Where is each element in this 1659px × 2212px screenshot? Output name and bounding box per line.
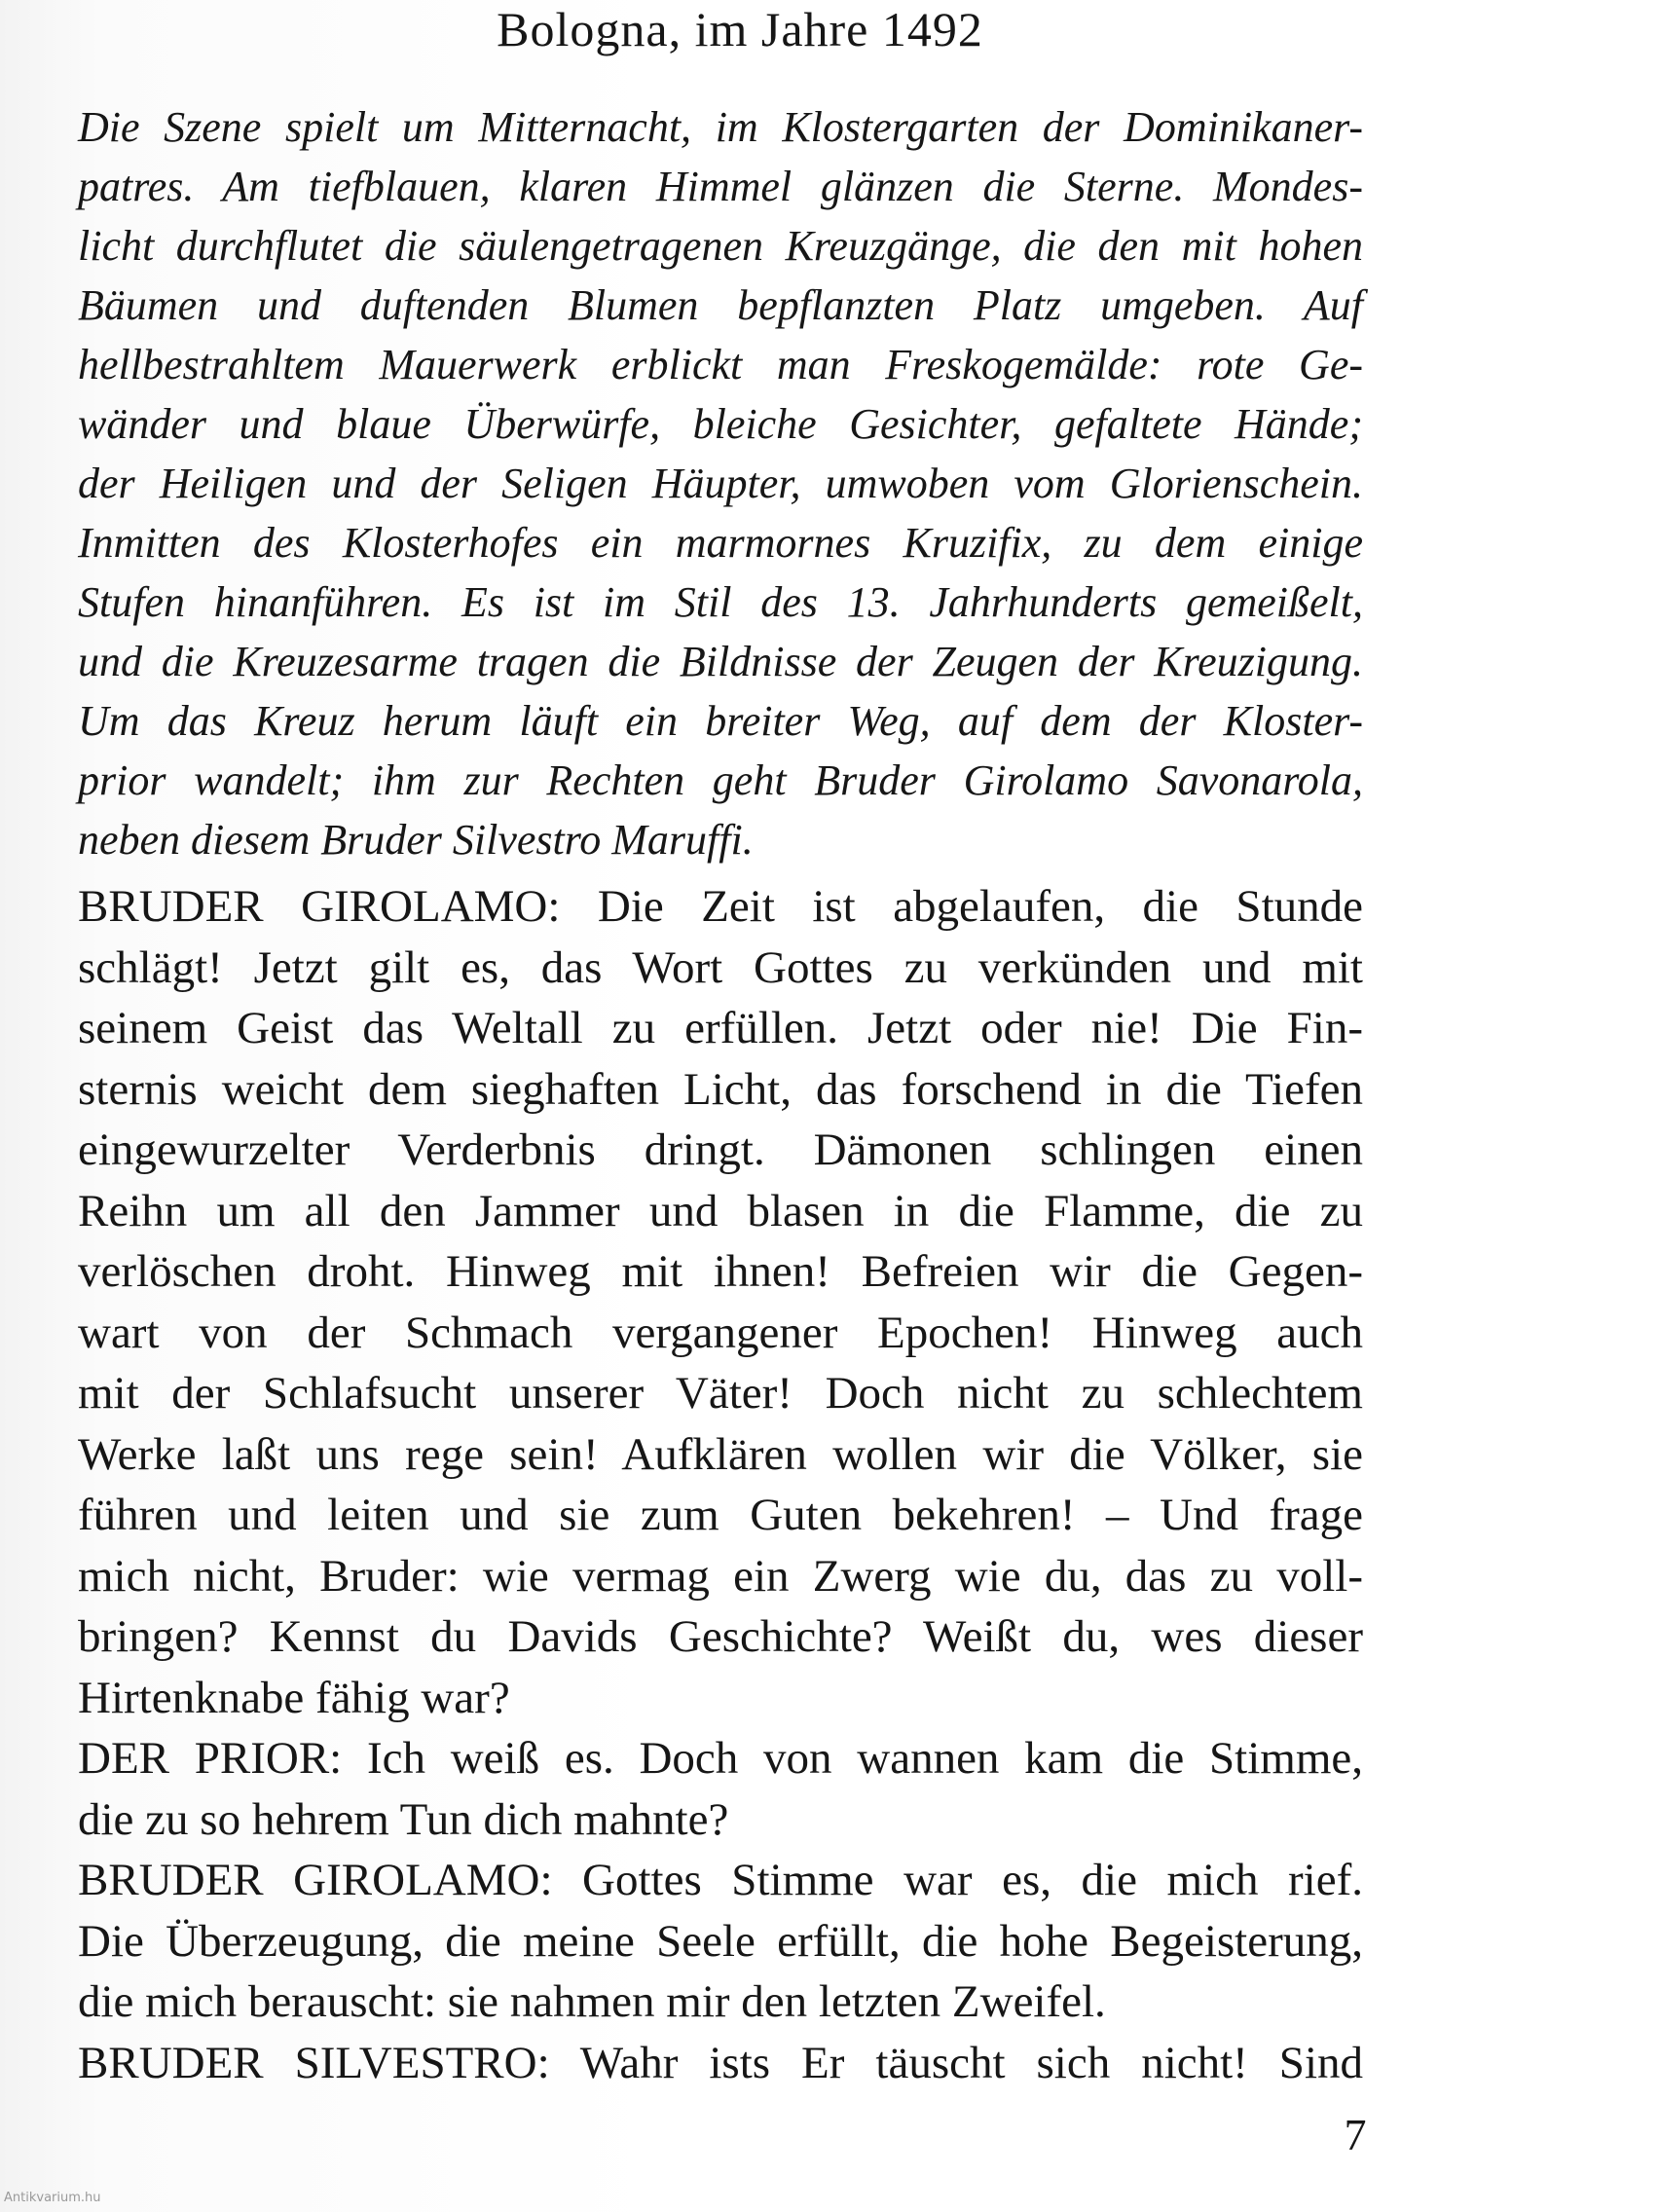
dialogue-block [78, 876, 1363, 2093]
dialogue-line: seinem Geist das Weltall zu erfüllen. Jetzt oder nie! Die Fin- [78, 1003, 1363, 1053]
dialogue-line: BRUDER SILVESTRO: Wahr ists Er täuscht sich nicht! Sind [78, 2037, 1363, 2088]
stage-line: und die Kreuzesarme tragen die Bildnisse der Zeugen der Kreuzigung. [78, 638, 1363, 685]
stage-line: Um das Kreuz herum läuft ein breiter Weg, auf dem der Kloster- [78, 697, 1363, 745]
stage-line: neben diesem Bruder Silvestro Maruffi. [78, 816, 754, 864]
stage-line: licht durchflutet die säulengetragenen Kreuzgänge, die den mit hohen [78, 222, 1363, 270]
dialogue-line: die mich berauscht: sie nahmen mir den letzten Zweifel. [78, 1976, 1106, 2027]
dialogue-line: mich nicht, Bruder: wie vermag ein Zwerg wie du, das zu voll- [78, 1550, 1363, 1602]
page-number: 7 [1344, 2110, 1367, 2159]
stage-line: hellbestrahltem Mauerwerk erblickt man Freskogemälde: rote Ge- [78, 341, 1363, 388]
dialogue-line: die zu so hehrem Tun dich mahnte? [78, 1793, 729, 1845]
stage-line: Die Szene spielt um Mitternacht, im Klostergarten der Dominikaner- [78, 103, 1363, 151]
stage-line: wänder und blaue Überwürfe, bleiche Gesichter, gefaltete Hände; [78, 400, 1363, 448]
stage-line: Bäumen und duftenden Blumen bepflanzten Platz umgeben. Auf [78, 281, 1363, 329]
dialogue-line: Hirtenknabe fähig war? [78, 1672, 510, 1723]
watermark: Antikvarium.hu [4, 2191, 101, 2205]
stage-line: Inmitten des Klosterhofes ein marmornes Kruzifix, zu dem einige [78, 519, 1363, 567]
stage-line: Stufen hinanführen. Es ist im Stil des 13. Jahrhunderts gemeißelt, [78, 578, 1363, 626]
dialogue-line: BRUDER GIROLAMO: Gottes Stimme war es, die mich rief. [78, 1855, 1363, 1905]
dialogue-line: schlägt! Jetzt gilt es, das Wort Gottes zu verkünden und mit [78, 941, 1363, 993]
dialogue-line: BRUDER GIROLAMO: Die Zeit ist abgelaufen, die Stunde [78, 881, 1363, 932]
stage-direction [78, 97, 1363, 869]
dialogue-line: Die Überzeugung, die meine Seele erfüllt, die hohe Begeisterung, [78, 1915, 1363, 1967]
dialogue-line: verlöschen droht. Hinweg mit ihnen! Befreien wir die Gegen- [78, 1246, 1363, 1297]
dialogue-line: Werke laßt uns rege sein! Aufklären wollen wir die Völker, sie [78, 1428, 1363, 1480]
dialogue-line: mit der Schlafsucht unserer Väter! Doch nicht zu schlechtem [78, 1368, 1363, 1419]
dialogue-line: bringen? Kennst du Davids Geschichte? Weißt du, wes dieser [78, 1611, 1363, 1662]
dialogue-line: Reihn um all den Jammer und blasen in die Flamme, die zu [78, 1185, 1363, 1236]
dialogue-line: eingewurzelter Verderbnis dringt. Dämonen schlingen einen [78, 1124, 1363, 1175]
stage-line: der Heiligen und der Seligen Häupter, umwoben vom Glorienschein. [78, 460, 1363, 507]
dialogue-line: wart von der Schmach vergangener Epochen! Hinweg auch [78, 1307, 1363, 1358]
scene-heading: Bologna, im Jahre 1492 [497, 2, 983, 56]
dialogue-line: DER PRIOR: Ich weiß es. Doch von wannen kam die Stimme, [78, 1733, 1363, 1784]
dialogue-line: führen und leiten und sie zum Guten bekehren! – Und frage [78, 1490, 1363, 1540]
dialogue-line: sternis weicht dem sieghaften Licht, das forschend in die Tiefen [78, 1063, 1363, 1115]
stage-line: patres. Am tiefblauen, klaren Himmel glänzen die Sterne. Mondes- [78, 163, 1363, 210]
stage-line: prior wandelt; ihm zur Rechten geht Bruder Girolamo Savonarola, [78, 756, 1363, 804]
